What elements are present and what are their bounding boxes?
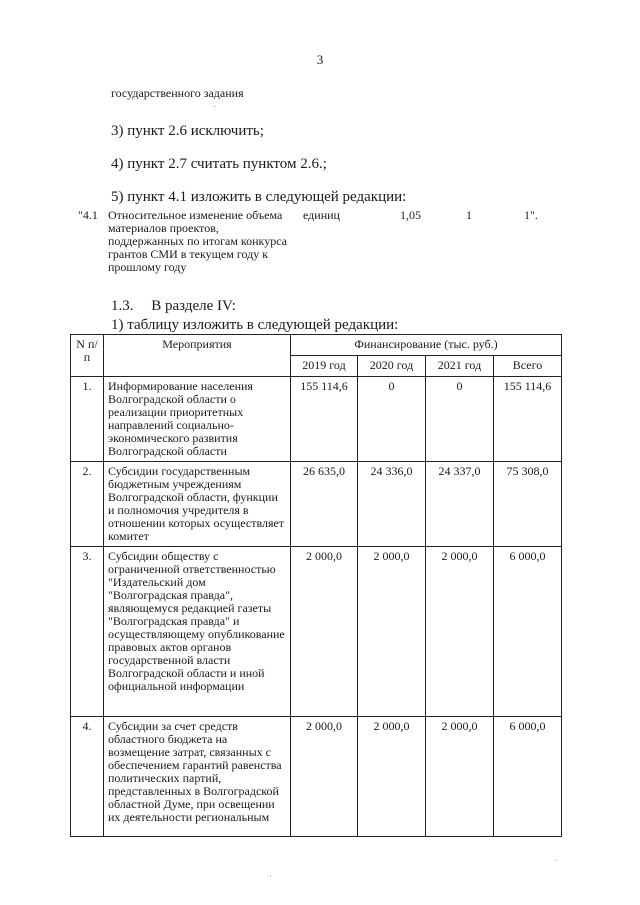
row-value-total: 75 308,0 bbox=[494, 462, 562, 547]
point-value-2: 1 bbox=[466, 208, 472, 222]
table-header-row bbox=[71, 335, 562, 356]
row-number: 1. bbox=[71, 377, 104, 462]
point-unit: единиц bbox=[303, 208, 340, 222]
header-total: Всего bbox=[494, 356, 562, 377]
page-number: 3 bbox=[316, 52, 324, 67]
row-value-2019: 2 000,0 bbox=[291, 547, 358, 717]
row-event: Субсидии обществу с ограниченной ответственностью "Издательский дом "Волгоградская правда", являющемуся редакцией газеты "Волгоградская правда" и осуществляющему опубликование правовых актов органов государственной власти Волгоградской области и иной официальной информации bbox=[104, 547, 291, 717]
item-text: пункт 4.1 изложить в следующей редакции: bbox=[127, 189, 407, 205]
section-number: 1.3. bbox=[111, 298, 134, 314]
row-value-2019: 155 114,6 bbox=[291, 377, 358, 462]
row-value-2020: 2 000,0 bbox=[358, 547, 426, 717]
row-value-2021: 24 337,0 bbox=[426, 462, 494, 547]
table-row bbox=[71, 462, 562, 547]
row-value-2020: 0 bbox=[358, 377, 426, 462]
item-number: 3) bbox=[111, 123, 124, 139]
list-item-4 bbox=[111, 156, 327, 173]
row-value-2021: 0 bbox=[426, 377, 494, 462]
header-event: Мероприятия bbox=[104, 335, 291, 377]
item-text: пункт 2.6 исключить; bbox=[127, 123, 264, 139]
header-year-2019: 2019 год bbox=[291, 356, 358, 377]
scan-speck bbox=[556, 860, 557, 861]
financing-table bbox=[70, 334, 562, 837]
row-value-total: 6 000,0 bbox=[494, 717, 562, 837]
point-code: "4.1 bbox=[78, 208, 98, 222]
table-row bbox=[71, 547, 562, 717]
row-number: 3. bbox=[71, 547, 104, 717]
row-number: 4. bbox=[71, 717, 104, 837]
section-heading bbox=[111, 298, 236, 315]
header-year-2021: 2021 год bbox=[426, 356, 494, 377]
row-value-2021: 2 000,0 bbox=[426, 717, 494, 837]
point-value-1: 1,05 bbox=[400, 208, 421, 222]
item-number: 5) bbox=[111, 189, 124, 205]
row-value-total: 6 000,0 bbox=[494, 547, 562, 717]
row-value-2020: 24 336,0 bbox=[358, 462, 426, 547]
row-value-2021: 2 000,0 bbox=[426, 547, 494, 717]
row-value-2020: 2 000,0 bbox=[358, 717, 426, 837]
scan-speck bbox=[270, 875, 271, 876]
table-row bbox=[71, 377, 562, 462]
list-item-5 bbox=[111, 189, 406, 206]
row-value-total: 155 114,6 bbox=[494, 377, 562, 462]
intro-line: государственного задания bbox=[111, 86, 244, 100]
row-event: Субсидии за счет средств областного бюджета на возмещение затрат, связанных с обеспечением гарантий равенства политических партий, представленных в Волгоградской областной Думе, при освещении их деятельности региональным bbox=[104, 717, 291, 837]
item-number: 4) bbox=[111, 156, 124, 172]
row-event: Субсидии государственным бюджетным учреждениям Волгоградской области, функции и полномочия учредителя в отношении которых осуществляет комитет bbox=[104, 462, 291, 547]
table-row bbox=[71, 717, 562, 837]
row-event: Информирование населения Волгоградской области о реализации приоритетных направлений социально-экономического развития Волгоградской области bbox=[104, 377, 291, 462]
item-text: пункт 2.7 считать пунктом 2.6.; bbox=[127, 156, 327, 172]
row-value-2019: 2 000,0 bbox=[291, 717, 358, 837]
scan-speck bbox=[214, 106, 215, 107]
list-item-3 bbox=[111, 123, 264, 140]
row-number: 2. bbox=[71, 462, 104, 547]
row-value-2019: 26 635,0 bbox=[291, 462, 358, 547]
header-year-2020: 2020 год bbox=[358, 356, 426, 377]
section-title: В разделе IV: bbox=[151, 298, 236, 314]
point-name: Относительное изменение объема материалов проектов, поддержанных по итогам конкурса грантов СМИ в текущем году к прошлому году bbox=[108, 208, 288, 274]
sub-item: 1) таблицу изложить в следующей редакции: bbox=[111, 317, 399, 333]
header-number: N п/п bbox=[71, 335, 104, 377]
header-financing: Финансирование (тыс. руб.) bbox=[291, 335, 562, 356]
point-value-3: 1". bbox=[524, 208, 538, 222]
